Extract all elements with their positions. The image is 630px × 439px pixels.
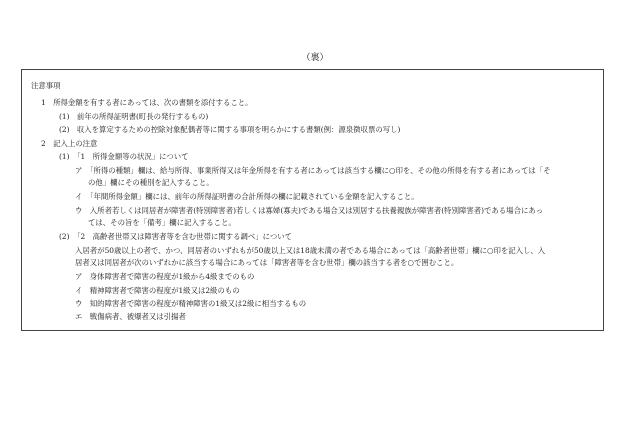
notes-box: [21, 69, 604, 331]
note-item-2-sub-2-heading: (2) 「2 高齢者世帯又は障害者等を含む世帯に関する調べ」について: [59, 232, 293, 241]
note-item-2-sub-1-u-line-1: ウ 入所者若しくは同居者が障害者(特別障害者)若しくは寡婦(寡夫)である場合又は別居する扶養親族が障害者(特別障害者)である場合にあっ: [75, 206, 544, 215]
note-item-2-sub-1-a-line-1: ア 「所得の種類」欄は、給与所得、事業所得又は年金所得を有する者にあっては該当する欄に○印を、その他の所得を有する者にあっては「そ: [75, 166, 551, 175]
note-item-2-sub-2-u: ウ 知的障害者で障害の程度が精神障害の1級又は2級に相当するもの: [75, 299, 307, 308]
note-item-2-sub-1-u-line-2: ては、その旨を「備考」欄に記入すること。: [88, 218, 236, 227]
note-item-2-sub-2-i: イ 精神障害者で障害の程度が1級又は2級のもの: [75, 286, 240, 295]
note-item-1-sub-2: (2) 収入を算定するための控除対象配偶者等に関する事項を明らかにする書類(例：源泉徴収票の写し): [59, 125, 401, 134]
note-item-2-sub-2-a: ア 身体障害者で障害の程度が1級から4級までのもの: [75, 272, 255, 281]
note-item-1-sub-1: (1) 前年の所得証明書(町長の発行するもの): [59, 112, 209, 121]
page-side-label: （裏）: [301, 53, 329, 63]
notes-heading: 注意事項: [31, 81, 61, 90]
note-item-2-sub-2-e: エ 戦傷病者、被爆者又は引揚者: [75, 312, 186, 321]
note-item-2-sub-2-para-line-1: 入居者が50歳以上の者で、かつ、同居者のいずれもが50歳以上又は18歳未満の者である場合にあっては「高齢者世帯」欄に○印を記入し、入: [75, 246, 546, 255]
note-item-2-sub-1-heading: (1) 「1 所得金額等の状況」について: [59, 152, 189, 161]
note-item-1: 1 所得金額を有する者にあっては、次の書類を添付すること。: [41, 98, 253, 107]
note-item-2-sub-2-para-line-2: 居者又は同居者が次のいずれかに該当する場合にあっては「障害者等を含む世帯」欄の該当する者を○で囲むこと。: [75, 258, 459, 267]
note-item-2-sub-1-a-line-2: の他」欄にその種別を記入すること。: [88, 178, 214, 187]
note-item-2: 2 記入上の注意: [41, 139, 98, 148]
note-item-2-sub-1-i: イ 「年間所得金額」欄には、前年の所得証明書の合計所得の欄に記載されている金額を記入すること。: [75, 192, 419, 201]
